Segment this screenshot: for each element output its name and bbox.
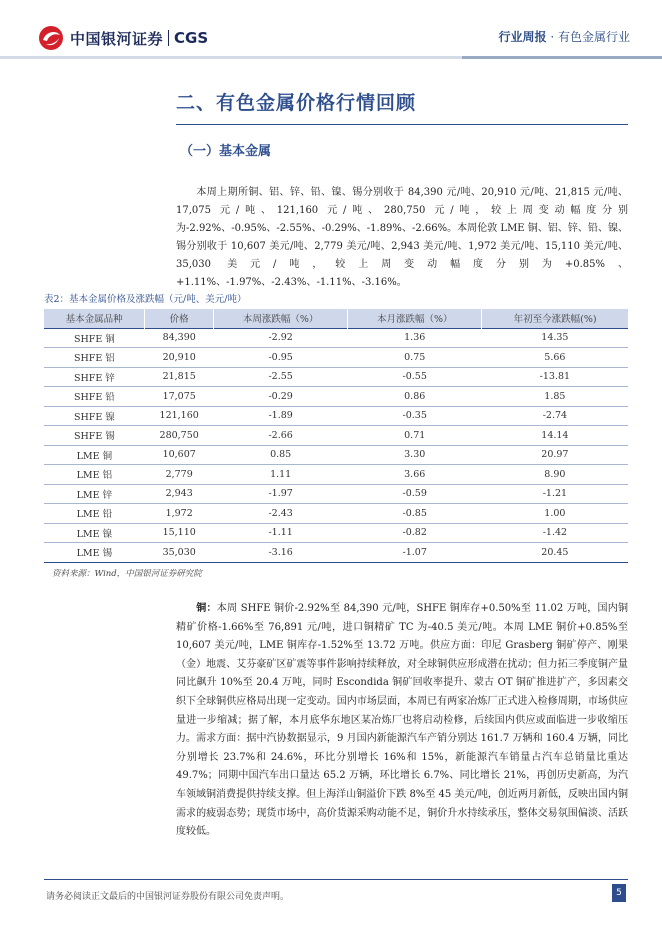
cell-ytd-change: -2.74 <box>482 406 628 426</box>
footer-divider <box>44 879 628 880</box>
cell-monthly-change: 3.66 <box>348 465 482 485</box>
cell-price: 21,815 <box>145 367 214 387</box>
cell-monthly-change: 3.30 <box>348 445 482 465</box>
cell-ytd-change: -13.81 <box>482 367 628 387</box>
cell-ytd-change: 1.85 <box>482 387 628 407</box>
cell-price: 10,607 <box>145 445 214 465</box>
cell-metal: SHFE 铝 <box>44 348 145 368</box>
table-row <box>44 465 628 485</box>
intro-text: 本周上期所铜、铝、锌、铅、镍、锡分别收于 84,390 元/吨、20,910 元/吨、21,815 元/吨、17,075 元/吨、121,160 元/吨、280,750 元/吨，较上周变动幅度分别为-2.92%、-0.95%、-2.55%、-0.29%、-1.89%、-2.66%。本周伦敦 LME 铜、铝、锌、铅、镍、锡分别收于 10,607 美元/吨、2,779 美元/吨、2,943 美元/吨、1,972 美元/吨、15,110 美元/吨、35,030 美元/吨，较上周变动幅度分别为+0.85%、+1.11%、-1.97%、-2.43%、-1.11%、-3.16%。 <box>176 187 628 288</box>
cell-metal: SHFE 铅 <box>44 387 145 407</box>
cell-weekly-change: -1.11 <box>214 523 348 543</box>
cell-monthly-change: 0.86 <box>348 387 482 407</box>
copper-paragraph <box>176 600 628 842</box>
cell-metal: SHFE 铜 <box>44 328 145 348</box>
table-row <box>44 523 628 543</box>
table-row <box>44 543 628 563</box>
table-row <box>44 504 628 524</box>
table-header-row <box>44 309 628 328</box>
cell-metal: LME 铝 <box>44 465 145 485</box>
cell-weekly-change: -0.29 <box>214 387 348 407</box>
cell-metal: SHFE 锌 <box>44 367 145 387</box>
table-row <box>44 445 628 465</box>
cell-price: 2,779 <box>145 465 214 485</box>
col-header-metal: 基本金属品种 <box>44 309 145 328</box>
cell-monthly-change: -0.59 <box>348 484 482 504</box>
cell-weekly-change: 0.85 <box>214 445 348 465</box>
col-header-price: 价格 <box>145 309 214 328</box>
cell-ytd-change: 20.97 <box>482 445 628 465</box>
table-source: 资料来源：Wind，中国银河证券研究院 <box>52 569 202 579</box>
cell-metal: LME 铅 <box>44 504 145 524</box>
table-body <box>44 328 628 562</box>
cell-monthly-change: 0.71 <box>348 426 482 446</box>
cell-metal: SHFE 镍 <box>44 406 145 426</box>
cell-monthly-change: -1.07 <box>348 543 482 563</box>
table-row <box>44 484 628 504</box>
page-number: 5 <box>612 884 626 902</box>
cell-ytd-change: 20.45 <box>482 543 628 563</box>
cell-price: 20,910 <box>145 348 214 368</box>
footer-disclaimer: 请务必阅读正文最后的中国银河证券股份有限公司免责声明。 <box>46 892 290 902</box>
cell-price: 84,390 <box>145 328 214 348</box>
table-row <box>44 387 628 407</box>
cell-monthly-change: -0.35 <box>348 406 482 426</box>
table-row <box>44 348 628 368</box>
cell-metal: LME 铜 <box>44 445 145 465</box>
table-row <box>44 406 628 426</box>
subsection-title: （一）基本金属 <box>180 144 272 159</box>
logo-divider <box>168 30 169 46</box>
cell-price: 121,160 <box>145 406 214 426</box>
cell-weekly-change: -0.95 <box>214 348 348 368</box>
cgs-logo-icon <box>38 25 64 51</box>
cell-monthly-change: 0.75 <box>348 348 482 368</box>
cell-metal: LME 锡 <box>44 543 145 563</box>
header-divider-accent <box>462 56 662 59</box>
cell-ytd-change: 14.14 <box>482 426 628 446</box>
report-category <box>498 28 630 45</box>
section-title: 二、有色金属价格行情回顾 <box>176 92 417 114</box>
cell-weekly-change: -2.55 <box>214 367 348 387</box>
report-industry: 有色金属行业 <box>557 30 630 44</box>
cell-price: 2,943 <box>145 484 214 504</box>
copper-lead: 铜： <box>196 603 217 614</box>
cell-monthly-change: -0.85 <box>348 504 482 524</box>
cell-monthly-change: 1.36 <box>348 328 482 348</box>
intro-paragraph <box>176 184 628 292</box>
cell-price: 35,030 <box>145 543 214 563</box>
logo-chinese-name: 中国银河证券 <box>70 29 164 48</box>
cell-ytd-change: 8.90 <box>482 465 628 485</box>
cell-weekly-change: -3.16 <box>214 543 348 563</box>
report-separator: · <box>550 30 555 44</box>
cell-weekly-change: 1.11 <box>214 465 348 485</box>
copper-text: 本周 SHFE 铜价-2.92%至 84,390 元/吨，SHFE 铜库存+0.50%至 11.02 万吨，国内铜精矿价格-1.66%至 76,891 元/吨，进口铜精矿 TC 为-40.5 美元/吨。本周 LME 铜价+0.85%至 10,607 美元/吨，LME 铜库存-1.52%至 13.72 万吨。供应方面：印尼 Grasberg 铜矿停产、刚果（金）地震、艾芬豪矿区矿震等事件影响持续释放，对全球铜供应形成潜在扰动；但力拓三季度铜产量同比飙升 10%至 20.4 万吨，同时 Escondida 铜矿回收率提升、蒙古 OT 铜矿推进扩产，多因素交织下全球铜供应格局出现一定变动。国内市场层面，本周已有两家冶炼厂正式进入检修周期，市场供应量进一步缩减；据了解，本月底华东地区某冶炼厂也将启动检修，后续国内供应或面临进一步收缩压力。需求方面：据中汽协数据显示，9 月国内新能源汽车产销分别达 161.7 万辆和 160.4 万辆，同比分别增长 23.7%和 24.6%，环比分别增长 16%和 15%，新能源汽车销量占汽车总销量比重达 49.7%；同期中国汽车出口量达 65.2 万辆，环比增长 6.7%、同比增长 21%，再创历史新高，为汽车领域铜消费提供持续支撑。但上海洋山铜溢价下跌 8%至 45 美元/吨，创近两月新低，反映出国内铜需求的疲弱态势；现货市场中，高价货源采购动能不足，铜价升水持续承压，整体交易氛围偏淡、活跃度较低。 <box>176 603 629 838</box>
col-header-ytd-change: 年初至今涨跌幅(%) <box>482 309 628 328</box>
cell-ytd-change: 14.35 <box>482 328 628 348</box>
cell-weekly-change: -1.89 <box>214 406 348 426</box>
table-row <box>44 426 628 446</box>
cell-ytd-change: -1.21 <box>482 484 628 504</box>
cell-metal: SHFE 锡 <box>44 426 145 446</box>
cell-ytd-change: 5.66 <box>482 348 628 368</box>
cell-metal: LME 锌 <box>44 484 145 504</box>
cell-metal: LME 镍 <box>44 523 145 543</box>
cell-price: 15,110 <box>145 523 214 543</box>
section-divider <box>176 124 628 125</box>
company-logo <box>38 24 208 52</box>
cell-ytd-change: -1.42 <box>482 523 628 543</box>
cell-monthly-change: -0.55 <box>348 367 482 387</box>
cell-ytd-change: 1.00 <box>482 504 628 524</box>
cell-price: 17,075 <box>145 387 214 407</box>
table-caption: 表2：基本金属价格及涨跌幅（元/吨、美元/吨） <box>44 294 247 305</box>
col-header-monthly-change: 本月涨跌幅（%） <box>348 309 482 328</box>
cell-price: 280,750 <box>145 426 214 446</box>
cell-weekly-change: -2.66 <box>214 426 348 446</box>
col-header-weekly-change: 本周涨跌幅（%） <box>214 309 348 328</box>
table-row <box>44 367 628 387</box>
cell-weekly-change: -2.92 <box>214 328 348 348</box>
metal-price-table <box>44 309 628 563</box>
logo-english-name: CGS <box>174 29 209 47</box>
table-row <box>44 328 628 348</box>
cell-weekly-change: -1.97 <box>214 484 348 504</box>
cell-price: 1,972 <box>145 504 214 524</box>
cell-weekly-change: -2.43 <box>214 504 348 524</box>
report-type: 行业周报 <box>498 30 547 44</box>
page-header <box>0 0 662 62</box>
cell-monthly-change: -0.82 <box>348 523 482 543</box>
